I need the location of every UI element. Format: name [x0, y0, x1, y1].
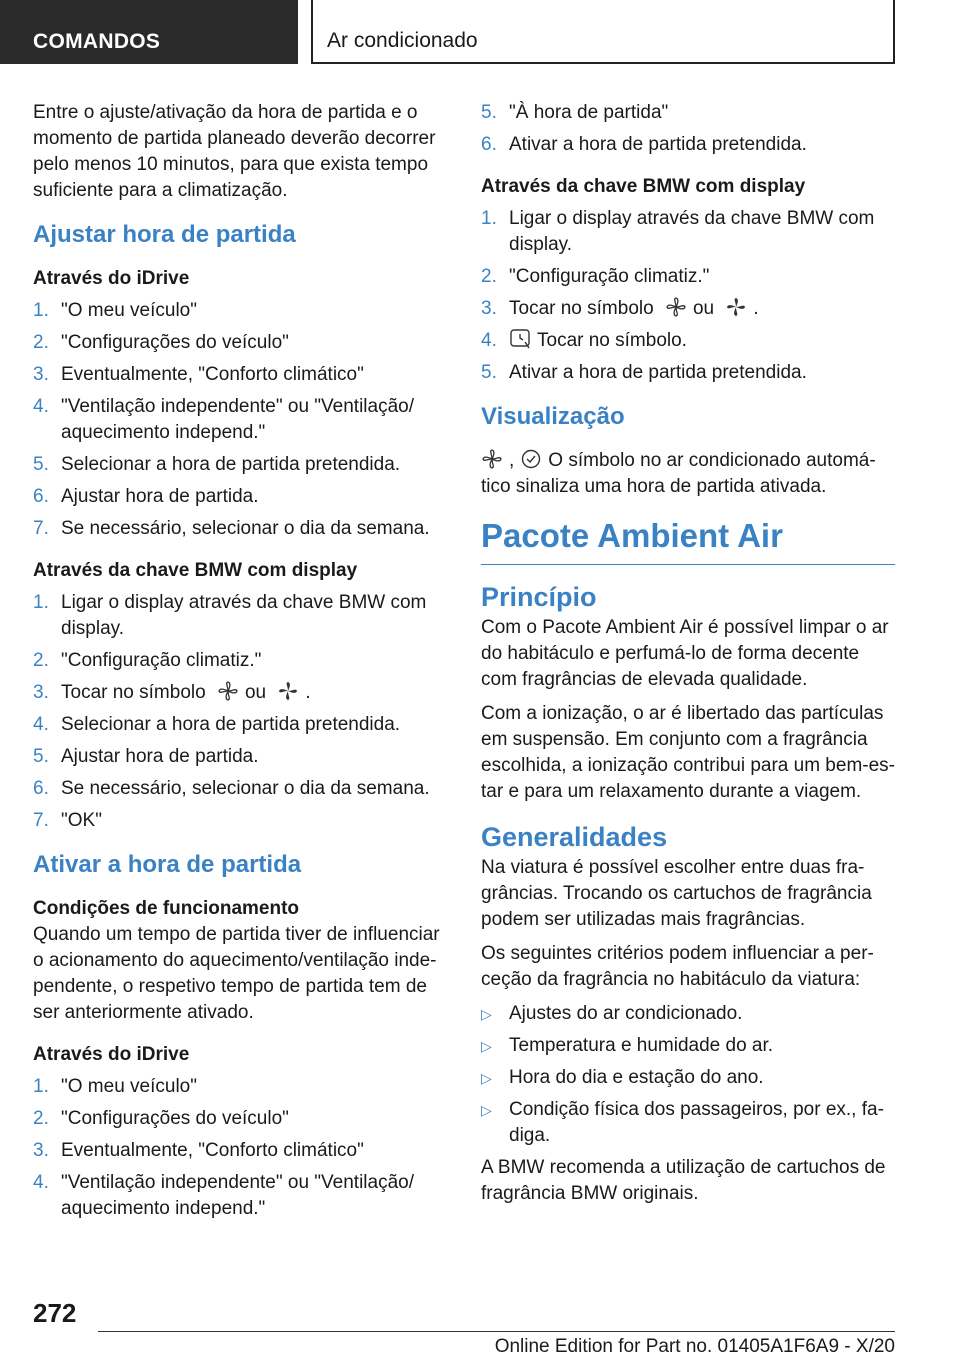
clock-icon [520, 448, 542, 470]
clock-touch-icon [509, 328, 531, 350]
list-item: ▷ Ajustes do ar condicionado. [481, 1001, 895, 1027]
generalidades-paragraph-1: Na viatura é possível escolher entre duas fra-grâncias. Trocando os cartuchos de fragrância podem ser utilizadas mais fragrâncias. [481, 857, 872, 930]
list-item: 5. Ajustar hora de partida. [33, 746, 259, 767]
heading-visualizacao: Visualização [481, 403, 625, 430]
fan-outline-icon [217, 680, 239, 702]
recommendation-paragraph: A BMW recomenda a utilização de cartuchos de fragrância BMW originais. [481, 1157, 886, 1204]
subheading-key-display-2: Através da chave BMW com display [481, 176, 806, 197]
list-item: 2. "Configuração climatiz." [481, 266, 710, 287]
list-item: 1. "O meu veículo" [33, 1076, 197, 1097]
list-item: 2. "Configurações do veículo" [33, 1108, 289, 1129]
fan-outline-icon [481, 448, 503, 470]
list-item: 4. "Ventilação independente" ou "Ventilação/ aquecimento independ." [33, 396, 415, 443]
heading-principio: Princípio [481, 582, 597, 612]
list-item: 3. Eventualmente, "Conforto climático" [33, 1140, 364, 1161]
header-section-label: COMANDOS [33, 30, 161, 53]
header-chapter-tab [311, 0, 895, 64]
list-item: 3. Eventualmente, "Conforto climático" [33, 364, 364, 385]
header-section-tab [0, 0, 298, 64]
triangle-bullet-icon: ▷ [481, 1038, 492, 1054]
visualizacao-paragraph: , O símbolo no ar condicionado automá-tico sinaliza uma hora de partida ativada. [481, 450, 876, 497]
list-item: 1. Ligar o display através da chave BMW com display. [481, 208, 875, 255]
subheading-condicoes: Condições de funcionamento [33, 898, 300, 919]
list-item: 5. "À hora de partida" [481, 102, 669, 123]
idrive2-steps-list [33, 1074, 443, 1222]
key-steps-list [33, 590, 443, 834]
principio-paragraph-2: Com a ionização, o ar é libertado das partículas em suspensão. Em conjunto com a fragrância escolhida, a ionização contribui para um bem-es-tar e para um relaxamento durante a viagem. [481, 703, 895, 802]
list-item: 7. Se necessário, selecionar o dia da semana. [33, 518, 430, 539]
list-item: 3. Tocar no símbolo ou . [33, 682, 311, 703]
list-item: ▷ Temperatura e humidade do ar. [481, 1033, 895, 1059]
list-item: 4. Selecionar a hora de partida pretendida. [33, 714, 401, 735]
footer-divider [98, 1331, 895, 1332]
list-item: 1. "O meu veículo" [33, 300, 197, 321]
heading-pacote-ambient-air: Pacote Ambient Air [481, 516, 895, 565]
subheading-idrive-2: Através do iDrive [33, 1044, 190, 1065]
list-item: 5. Selecionar a hora de partida pretendida. [33, 454, 401, 475]
list-item: 4. Tocar no símbolo. [481, 330, 687, 351]
idrive-steps-list [33, 298, 443, 542]
key-steps-list-2 [481, 206, 895, 386]
list-item: 1. Ligar o display através da chave BMW com display. [33, 592, 427, 639]
principio-paragraph-1: Com o Pacote Ambient Air é possível limpar o ar do habitáculo e perfumá-lo de forma decente com fragrâncias de elevada qualidade. [481, 617, 889, 690]
heading-ativar-hora: Ativar a hora de partida [33, 851, 302, 878]
fan-outline-icon [665, 296, 687, 318]
heading-generalidades: Generalidades [481, 822, 668, 852]
list-item: 4. "Ventilação independente" ou "Ventilação/ aquecimento independ." [33, 1172, 415, 1219]
list-item: 6. Ajustar hora de partida. [33, 486, 259, 507]
subheading-idrive: Através do iDrive [33, 268, 190, 289]
list-item: 6. Ativar a hora de partida pretendida. [481, 134, 807, 155]
criteria-bullet-list [481, 1001, 895, 1149]
footer-edition: Online Edition for Part no. 01405A1F6A9 - X/20 [494, 1336, 895, 1357]
list-item: 7. "OK" [33, 810, 102, 831]
list-item: 6. Se necessário, selecionar o dia da semana. [33, 778, 430, 799]
page-number: 272 [33, 1298, 77, 1328]
triangle-bullet-icon: ▷ [481, 1102, 492, 1118]
header-chapter-label: Ar condicionado [327, 29, 478, 52]
list-item: 3. Tocar no símbolo ou . [481, 298, 759, 319]
triangle-bullet-icon: ▷ [481, 1006, 492, 1022]
continued-steps-list [481, 100, 895, 158]
intro-paragraph: Entre o ajuste/ativação da hora de partida e o momento de partida planeado deverão decorrer pelo menos 10 minutos, para que exista tempo suficiente para a climatização. [33, 102, 436, 201]
right-column [481, 100, 895, 1207]
generalidades-paragraph-2: Os seguintes critérios podem influenciar a per-ceção da fragrância no habitáculo da viatura: [481, 943, 874, 990]
triangle-bullet-icon: ▷ [481, 1070, 492, 1086]
fan-heat-icon [725, 296, 747, 318]
subheading-key-display: Através da chave BMW com display [33, 560, 358, 581]
list-item: ▷ Hora do dia e estação do ano. [481, 1065, 895, 1091]
list-item: 5. Ativar a hora de partida pretendida. [481, 362, 807, 383]
condicoes-paragraph: Quando um tempo de partida tiver de influenciar o acionamento do aquecimento/ventilação inde-pendente, o respetivo tempo de partida tem de ser anteriormente ativado. [33, 924, 440, 1023]
heading-ajustar-hora: Ajustar hora de partida [33, 221, 296, 248]
fan-heat-icon [277, 680, 299, 702]
list-item: 2. "Configuração climatiz." [33, 650, 262, 671]
left-column [33, 100, 443, 1238]
list-item: ▷ Condição física dos passageiros, por ex., fa-diga. [481, 1099, 884, 1146]
list-item: 2. "Configurações do veículo" [33, 332, 289, 353]
